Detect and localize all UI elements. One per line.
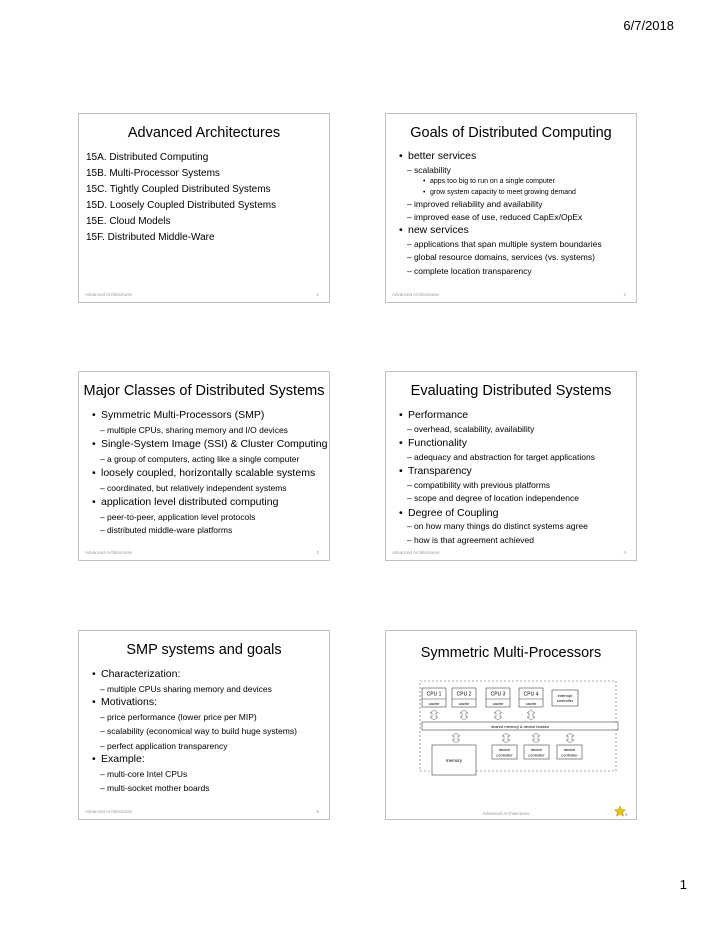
- slide-major-classes: [78, 371, 330, 561]
- sub-bullet-item: – distributed middle-ware platforms: [79, 526, 329, 535]
- slide-footer: Advanced Architectures: [482, 811, 530, 816]
- sub-bullet-item: – coordinated, but relatively independent systems: [79, 484, 329, 493]
- list-item: 15B. Multi-Processor Systems: [86, 168, 220, 179]
- svg-text:device: device: [563, 747, 576, 752]
- svg-text:device: device: [498, 747, 511, 752]
- svg-text:controller: controller: [561, 752, 578, 758]
- page-number: 1: [679, 877, 687, 892]
- device-controller-1: [492, 745, 517, 759]
- sub-bullet-item: – peer-to-peer, application level protocols: [79, 513, 329, 522]
- sub-bullet-item: – multiple CPUs, sharing memory and I/O devices: [79, 426, 329, 435]
- svg-text:shared memory & device busses: shared memory & device busses: [490, 723, 550, 729]
- sub-bullet-item: – a group of computers, acting like a single computer: [79, 455, 329, 464]
- slide-title: Major Classes of Distributed Systems: [83, 383, 325, 399]
- sub-bullet-item: – multiple CPUs sharing memory and devices: [79, 685, 329, 694]
- slide-title: SMP systems and goals: [126, 642, 282, 658]
- sub-bullet-item: – applications that span multiple system boundaries: [386, 240, 636, 249]
- bullet-item: • application level distributed computing: [79, 497, 329, 508]
- slide-footer: Advanced Architectures: [85, 292, 133, 297]
- svg-text:controller: controller: [528, 752, 545, 758]
- slide-number: 4: [623, 550, 626, 555]
- svg-text:controller: controller: [496, 752, 513, 758]
- list-item: 15A. Distributed Computing: [86, 152, 209, 163]
- sub-bullet-item: – multi-core Intel CPUs: [79, 770, 329, 779]
- list-item: 15E. Cloud Models: [86, 216, 171, 227]
- slide-evaluating-distributed-systems: [385, 371, 637, 561]
- slide-number: 1: [316, 292, 319, 297]
- cache-label: cache: [492, 701, 504, 706]
- list-item: 15D. Loosely Coupled Distributed Systems: [86, 200, 277, 211]
- device-controller-3: [557, 745, 582, 759]
- slide-title: Advanced Architectures: [127, 125, 281, 141]
- list-item: 15F. Distributed Middle-Ware: [86, 232, 215, 243]
- slide-number: 5: [316, 809, 319, 814]
- slide-title: Evaluating Distributed Systems: [410, 383, 612, 399]
- page-date: 6/7/2018: [623, 18, 674, 33]
- slide-footer: Advanced Architectures: [85, 809, 133, 814]
- svg-text:interrupt: interrupt: [557, 693, 573, 698]
- sub-bullet-item: – improved reliability and availability: [386, 200, 636, 209]
- sub-bullet-item: – scalability (economical way to build huge systems): [79, 727, 329, 736]
- slide-footer: Advanced Architectures: [85, 550, 133, 555]
- sub-bullet-item: – global resource domains, services (vs. systems): [386, 253, 636, 262]
- sub-bullet-item: – compatibility with previous platforms: [386, 481, 636, 490]
- cache-label: cache: [525, 701, 537, 706]
- slide-smp-systems-goals: [78, 630, 330, 820]
- bullet-item: • new services: [386, 225, 636, 236]
- slide-number: 6: [625, 812, 628, 817]
- shared-bus: [422, 722, 618, 730]
- svg-text:memory: memory: [445, 758, 463, 763]
- sub-bullet-item: – overhead, scalability, availability: [386, 425, 636, 434]
- list-item: 15C. Tightly Coupled Distributed Systems: [86, 184, 271, 195]
- cpu-2: [452, 688, 476, 707]
- smp-diagram: [386, 631, 638, 821]
- slide-title: Symmetric Multi-Processors: [420, 645, 602, 661]
- sub-bullet-item: – how is that agreement achieved: [386, 536, 636, 545]
- sub-bullet-item: – complete location transparency: [386, 267, 636, 276]
- svg-text:controller: controller: [556, 698, 574, 703]
- slide-goals-distributed-computing: [385, 113, 637, 303]
- slide-title: Goals of Distributed Computing: [410, 125, 612, 141]
- sub-bullet-item: – price performance (lower price per MIP): [79, 713, 329, 722]
- bullet-item: • Example:: [79, 754, 329, 765]
- interrupt-controller: [552, 690, 578, 706]
- bus-arrows: [452, 733, 574, 743]
- bullet-item: • Single-System Image (SSI) & Cluster Computing: [79, 439, 329, 450]
- svg-text:device: device: [530, 747, 543, 752]
- cpu-label: CPU 4: [523, 691, 539, 698]
- slide-footer: Advanced Architectures: [392, 292, 440, 297]
- bullet-item: • Characterization:: [79, 669, 329, 680]
- device-controller-2: [524, 745, 549, 759]
- sub-bullet-item: – on how many things do distinct systems agree: [386, 522, 636, 531]
- bullet-item: • Degree of Coupling: [386, 508, 636, 519]
- cpu-bus-arrows: [430, 710, 535, 720]
- bullet-item: • Performance: [386, 410, 636, 421]
- sub-bullet-item: – adequacy and abstraction for target applications: [386, 453, 636, 462]
- slide-advanced-architectures: [78, 113, 330, 303]
- star-icon: [615, 806, 626, 816]
- sub-bullet-item: – multi-socket mother boards: [79, 784, 329, 793]
- cpu-label: CPU 2: [456, 691, 472, 698]
- cpu-1: [422, 688, 446, 707]
- sub-bullet-item: – scope and degree of location independence: [386, 494, 636, 503]
- sub-bullet-item: – scalability: [386, 166, 636, 175]
- memory-box: [432, 745, 476, 775]
- slide-symmetric-multi-processors: [385, 630, 637, 820]
- cpu-label: CPU 3: [490, 691, 506, 698]
- cpu-4: [519, 688, 543, 707]
- cache-label: cache: [458, 701, 470, 706]
- cpu-3: [486, 688, 510, 707]
- bullet-item: • Functionality: [386, 438, 636, 449]
- bullet-item: • loosely coupled, horizontally scalable systems: [79, 468, 329, 479]
- sub-bullet-item: – improved ease of use, reduced CapEx/OpEx: [386, 213, 636, 222]
- cache-label: cache: [428, 701, 440, 706]
- slide-number: 2: [623, 292, 626, 297]
- cpu-label: CPU 1: [426, 691, 442, 698]
- bullet-item: • Motivations:: [79, 697, 329, 708]
- bullet-item: • Symmetric Multi-Processors (SMP): [79, 410, 329, 421]
- slide-footer: Advanced Architectures: [392, 550, 440, 555]
- sub-bullet-item: – perfect application transparency: [79, 742, 329, 751]
- slide-number: 3: [316, 550, 319, 555]
- bullet-item: • Transparency: [386, 466, 636, 477]
- sub-sub-bullet-item: • grow system capacity to meet growing demand: [386, 189, 636, 196]
- bullet-item: • better services: [386, 151, 636, 162]
- sub-sub-bullet-item: • apps too big to run on a single computer: [386, 178, 636, 185]
